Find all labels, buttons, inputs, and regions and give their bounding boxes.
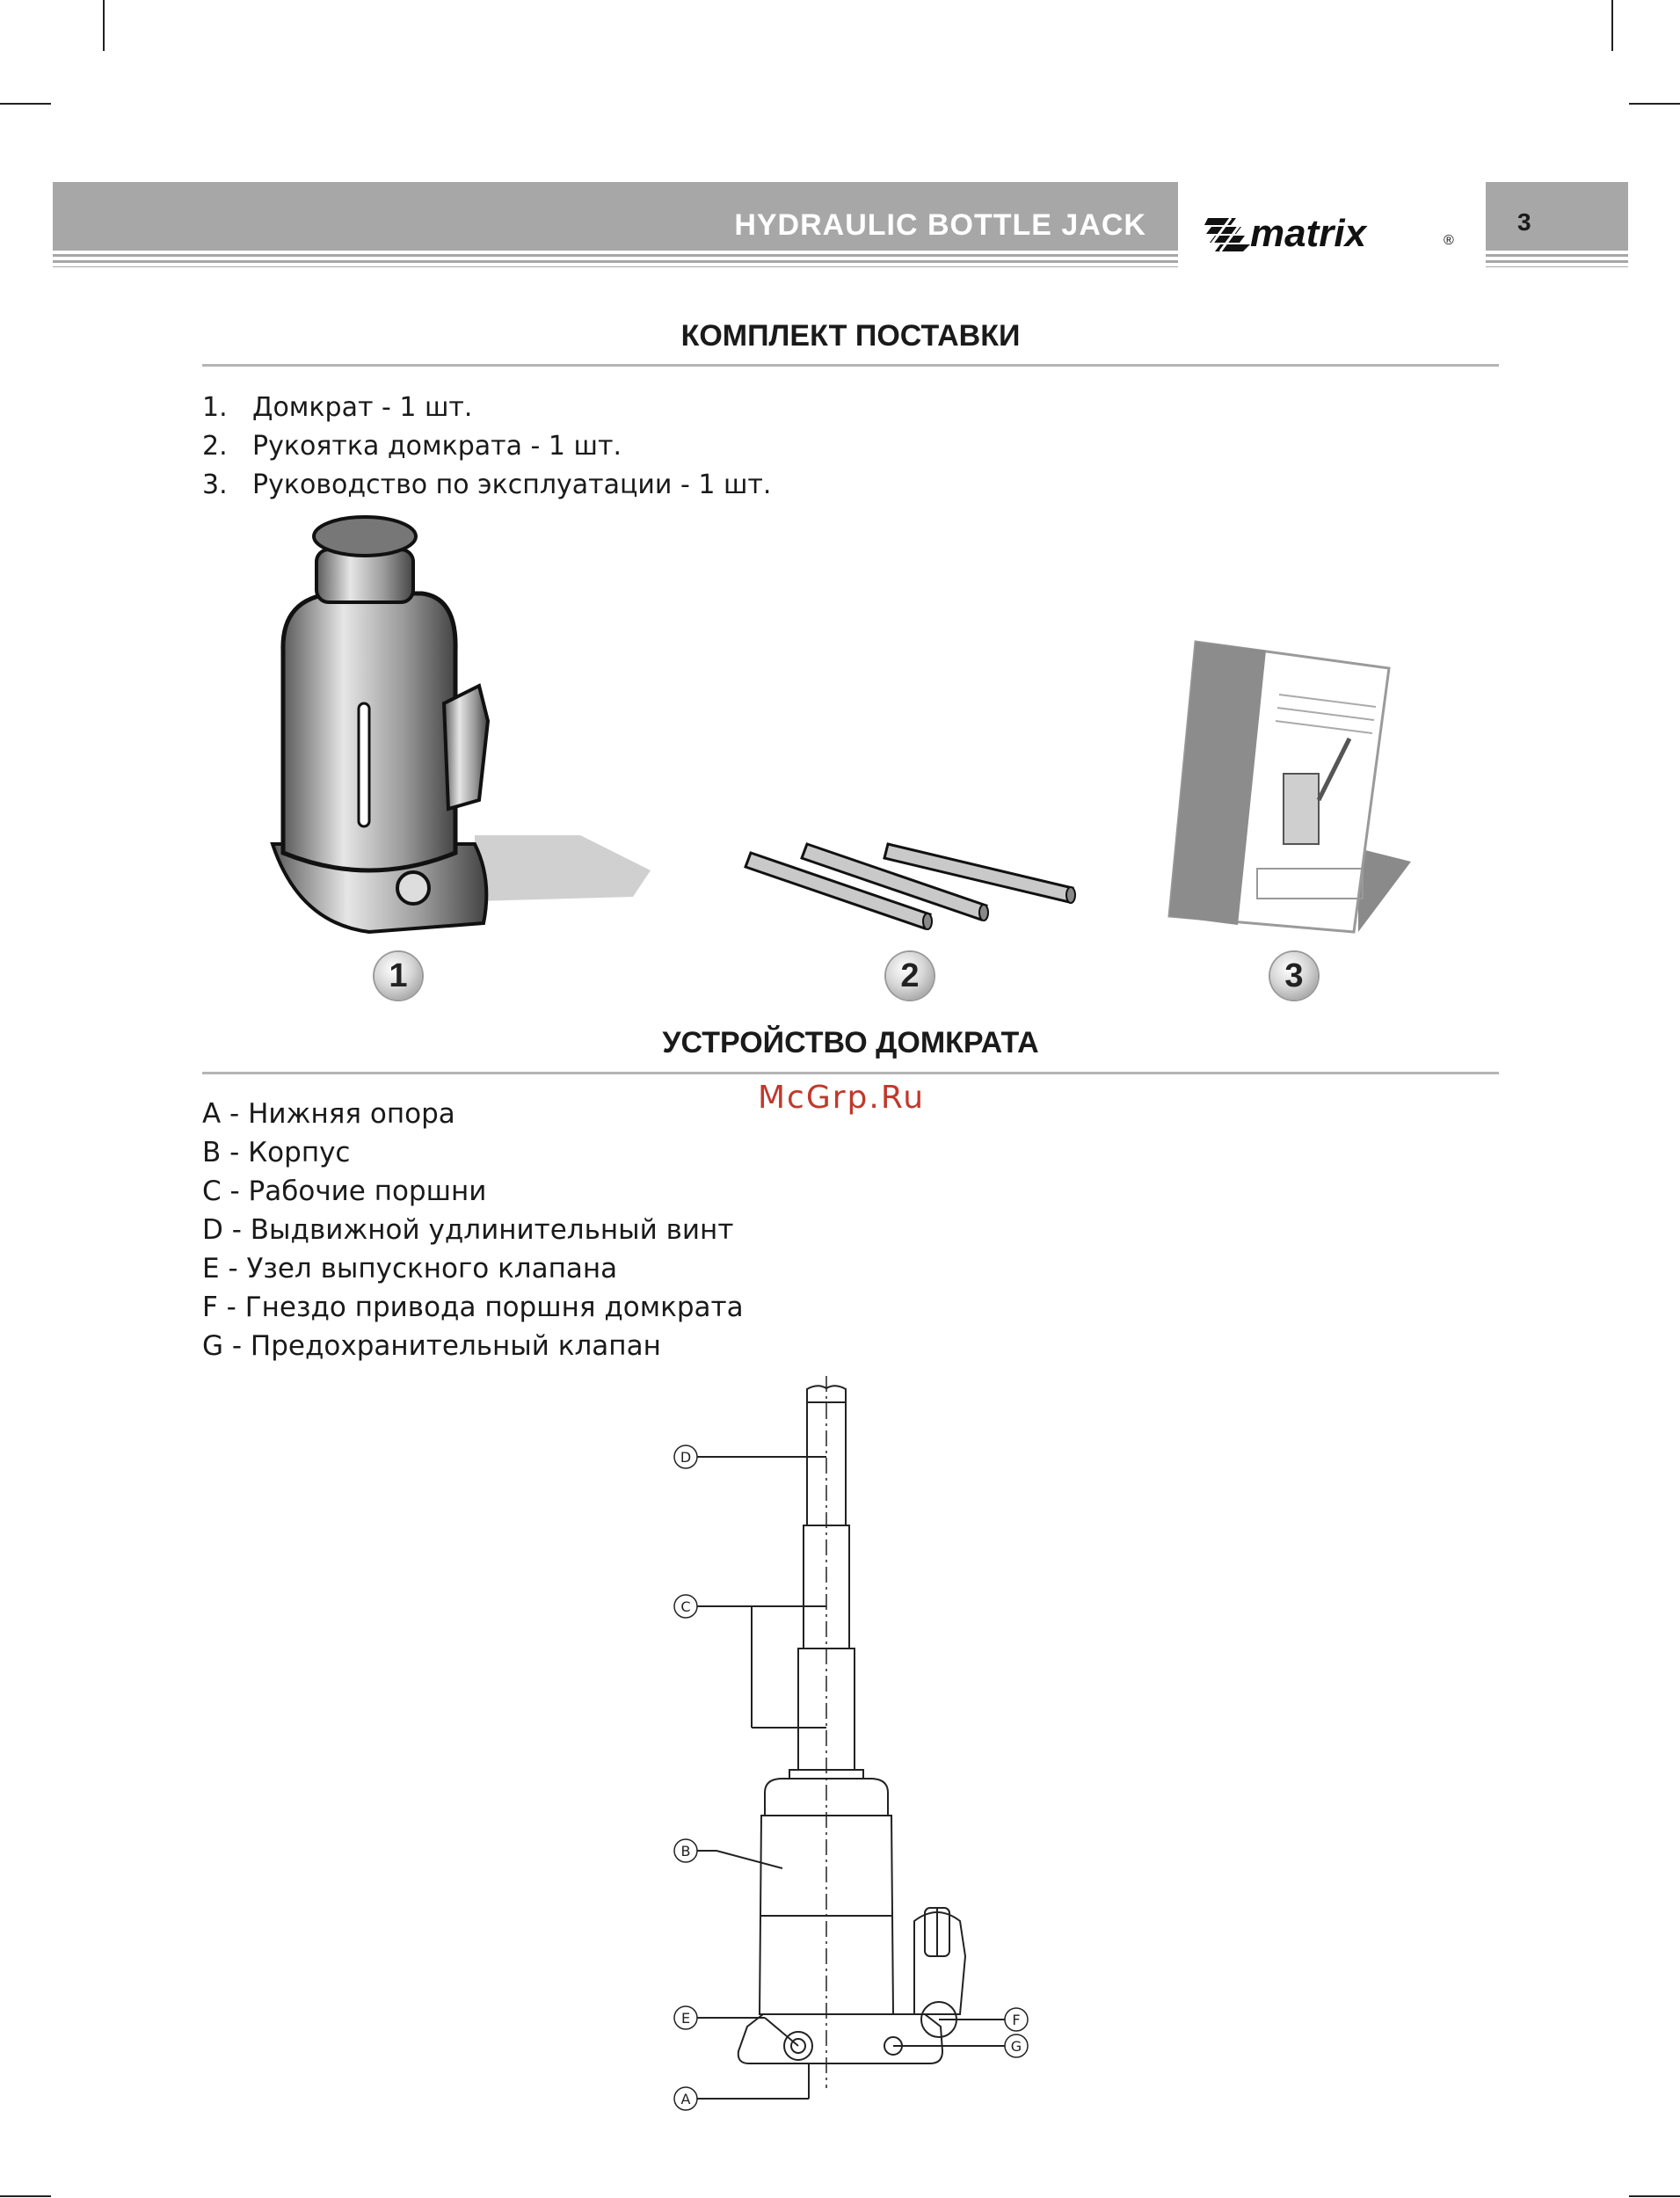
crop-mark	[1629, 2195, 1680, 2197]
matrix-logo-mark	[1204, 218, 1250, 251]
page-number: 3	[1517, 208, 1531, 236]
list-text: Домкрат - 1 шт.	[252, 392, 473, 423]
list-number: 3.	[202, 469, 228, 500]
matrix-logo	[1204, 200, 1459, 262]
crop-mark	[1629, 103, 1680, 105]
crop-mark	[1611, 0, 1613, 51]
page-number-stripes	[1486, 248, 1628, 267]
kit-list	[202, 389, 771, 505]
crop-mark	[103, 0, 105, 51]
list-item	[202, 389, 771, 427]
jack-illustration	[264, 510, 651, 950]
list-text: Руководство по эксплуатации - 1 шт.	[252, 469, 772, 500]
callout-label: E	[680, 2010, 691, 2027]
parts-list	[202, 1095, 744, 1365]
kit-section-title: КОМПЛЕКТ ПОСТАВКИ	[680, 319, 1021, 353]
callout-label: F	[1012, 2012, 1021, 2028]
brand-name: matrix	[1250, 212, 1367, 255]
item-badge: 3	[1270, 952, 1318, 1000]
handle-illustration	[738, 826, 1081, 932]
list-item: G - Предохранительный клапан	[202, 1330, 661, 1362]
list-text: Рукоятка домкрата - 1 шт.	[252, 431, 622, 462]
manual-illustration	[1169, 642, 1415, 950]
callout-label: D	[680, 1449, 692, 1466]
jack-diagram	[651, 1376, 1055, 2141]
callout-label: C	[680, 1598, 691, 1615]
list-item: E - Узел выпускного клапана	[202, 1253, 618, 1285]
list-number: 2.	[202, 431, 228, 462]
list-item: A - Нижняя опора	[202, 1098, 455, 1130]
list-item: D - Выдвижной удлинительный винт	[202, 1214, 734, 1246]
callout-label: G	[1010, 2038, 1022, 2055]
item-badge: 2	[886, 952, 934, 1000]
list-item: B - Корпус	[202, 1137, 351, 1168]
list-item: C - Рабочие поршни	[202, 1175, 487, 1207]
callout-label: A	[680, 2091, 691, 2107]
list-item: F - Гнездо привода поршня домкрата	[202, 1292, 744, 1323]
list-number: 1.	[202, 392, 228, 423]
page-number-box	[1486, 182, 1628, 248]
list-item	[202, 427, 771, 466]
design-section-title: УСТРОЙСТВО ДОМКРАТА	[662, 1026, 1039, 1059]
design-section-rule	[202, 1072, 1499, 1074]
item-badge: 1	[375, 952, 422, 1000]
crop-mark	[0, 103, 51, 105]
kit-section-rule	[202, 364, 1499, 367]
callout-label: B	[680, 1843, 691, 1860]
watermark: McGrp.Ru	[758, 1080, 926, 1116]
list-item	[202, 466, 771, 505]
header-title: HYDRAULIC BOTTLE JACK	[734, 208, 1146, 242]
header-bar	[53, 182, 1178, 248]
header-stripes	[53, 248, 1178, 267]
registered-mark: ®	[1444, 233, 1454, 248]
crop-mark	[0, 2195, 51, 2197]
